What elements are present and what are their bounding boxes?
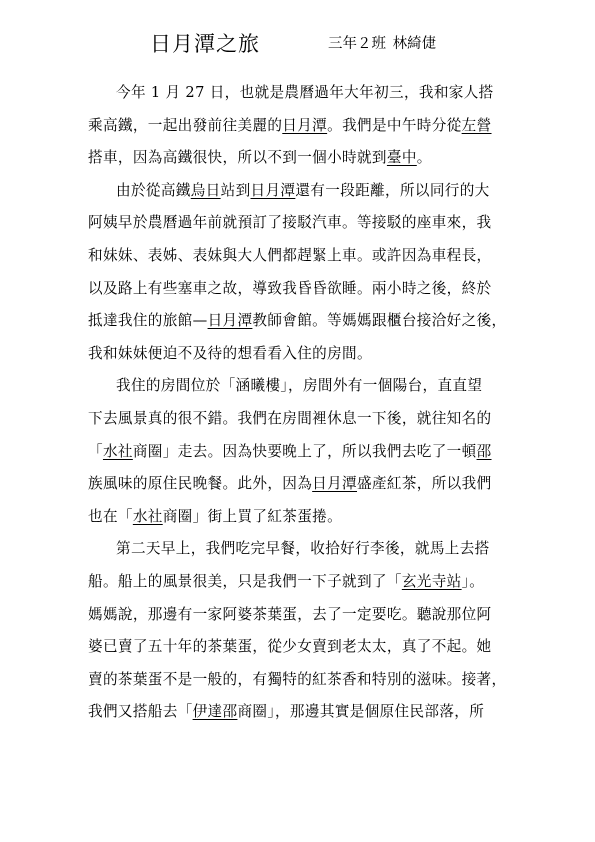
proper-noun: 玄光寺站 <box>401 573 462 590</box>
paragraph-line <box>88 309 506 330</box>
text-run: 第二天早上，我們吃完早餐，收拾好行李後，就馬上去搭 <box>116 540 490 558</box>
paragraph-line <box>88 277 491 298</box>
text-run: 下去風景真的很不錯。我們在房間裡休息一下後，就往知名的 <box>88 410 492 427</box>
proper-noun: 水社 <box>132 507 163 525</box>
paragraph-line <box>88 342 372 363</box>
text-run: 阿姨早於農曆過年前就預訂了接駁汽車。等接駁的座車來，我 <box>88 214 492 232</box>
paragraph-line <box>88 407 491 428</box>
text-run: 商圈」街上買了紅茶蛋捲。 <box>162 507 343 525</box>
text-run: 我和妹妹便迫不及待的想看看入住的房間。 <box>88 344 372 362</box>
text-run: 由於從高鐵 <box>116 181 191 199</box>
paragraph-line <box>116 81 494 102</box>
text-run: 盛產紅茶，所以我們 <box>357 475 492 493</box>
paragraph-line <box>116 179 490 200</box>
proper-noun: 左營 <box>461 116 492 134</box>
proper-noun: 日月潭 <box>207 312 253 330</box>
proper-noun: 臺中 <box>386 149 417 167</box>
paragraph-line <box>88 700 484 721</box>
text-run: 教師會館。等媽媽跟櫃台接洽好之後， <box>252 312 507 330</box>
proper-noun: 邵 <box>476 442 492 460</box>
paragraph-line <box>116 537 490 558</box>
proper-noun: 伊達邵 <box>192 703 238 721</box>
text-run: 抵達我住的旅館— <box>88 312 208 330</box>
paragraph-line <box>116 374 482 395</box>
paragraph-line <box>88 244 491 265</box>
proper-noun: 日月潭 <box>250 181 296 199</box>
text-run: 今年 1 月 27 日，也就是農曆過年大年初三，我和家人搭 <box>116 84 494 101</box>
paragraph-line <box>88 211 491 232</box>
text-run: 商圈」，那邊其實是個原住民部落，所 <box>237 703 485 721</box>
text-run: 還有一段距離，所以同行的大 <box>295 181 490 199</box>
text-run: 和妹妹、表姊、表妹與大人們都趕緊上車。或許因為車程長， <box>88 247 492 264</box>
text-run: 以及路上有些塞車之故，導致我昏昏欲睡。兩小時之後，終於 <box>88 279 492 297</box>
text-run: 」。 <box>461 573 485 590</box>
text-run: 也在「 <box>88 507 133 525</box>
text-run: 。 <box>416 149 432 167</box>
author-name: 林綺倢 <box>392 36 437 52</box>
text-run: 搭車，因為高鐵很快，所以不到一個小時就到 <box>88 149 387 167</box>
text-run: 。我們是中午時分從 <box>327 116 462 134</box>
proper-noun: 日月潭 <box>282 116 328 134</box>
text-run: 乘高鐵，一起出發前往美麗的 <box>88 116 283 134</box>
proper-noun: 烏日 <box>190 181 221 199</box>
class-label: 三年２班 <box>328 36 386 52</box>
paragraph-line <box>88 635 491 656</box>
text-run: 「 <box>88 442 103 460</box>
text-run: 我們又搭船去「 <box>88 703 193 721</box>
proper-noun: 日月潭 <box>312 475 358 493</box>
text-run: 我住的房間位於「涵曦樓」，房間外有一個陽台，直直望 <box>116 377 483 395</box>
text-run: 婆已賣了五十年的茶葉蛋，從少女賣到老太太，真了不起。她 <box>88 638 492 656</box>
text-run: 族風味的原住民晚餐。此外，因為 <box>88 475 313 493</box>
paragraph-line <box>88 505 342 526</box>
paragraph-line <box>88 146 432 167</box>
paragraph-line <box>88 603 491 624</box>
byline <box>328 32 438 53</box>
paragraph-line <box>88 440 492 461</box>
text-run: 船。船上的風景很美，只是我們一下子就到了「 <box>88 573 402 590</box>
essay-title: 日月潭之旅 <box>150 32 260 56</box>
text-run: 商圈」走去。因為快要晚上了，所以我們去吃了一頓 <box>132 442 477 460</box>
paragraph-line <box>88 570 484 591</box>
text-run: 媽媽說，那邊有一家阿婆茶葉蛋，去了一定要吃。聽說那位阿 <box>88 605 492 623</box>
proper-noun: 水社 <box>102 442 133 460</box>
paragraph-line <box>88 114 492 135</box>
text-run: 站到 <box>220 181 251 199</box>
paragraph-line <box>88 472 492 493</box>
paragraph-line <box>88 668 506 689</box>
text-run: 賣的茶葉蛋不是一般的，有獨特的紅茶香和特別的滋味。接著， <box>88 670 507 688</box>
